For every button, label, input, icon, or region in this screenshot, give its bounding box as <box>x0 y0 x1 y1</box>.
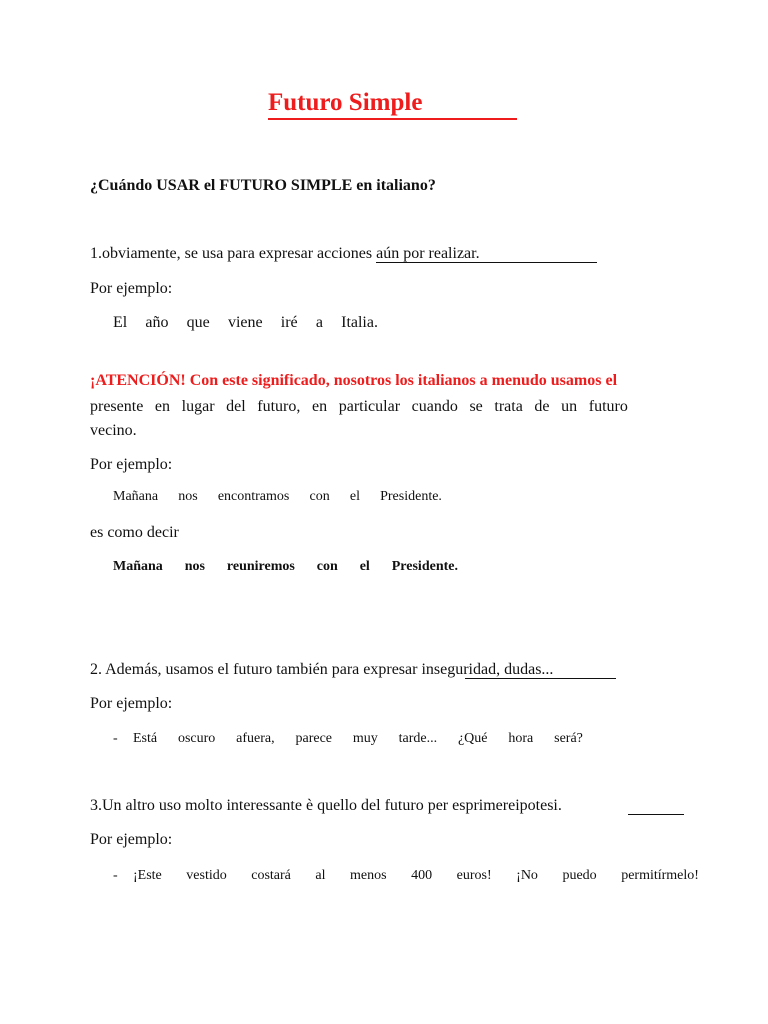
example-word: Mañana <box>113 559 163 574</box>
section2-text: 2. Además, usamos el futuro también para expresar inseguridad, dudas... <box>90 661 554 678</box>
example-word: puedo <box>562 868 597 883</box>
example-word: el <box>349 489 360 504</box>
example-word: menos <box>350 868 387 883</box>
example-word: hora <box>508 731 534 746</box>
example-word: tarde... <box>398 731 438 746</box>
example-word: oscuro <box>177 731 216 746</box>
example-word: Presidente. <box>391 559 458 574</box>
example-word: Italia. <box>341 314 378 331</box>
example-word: parece <box>295 731 333 746</box>
attention-word: futuro, <box>257 398 301 415</box>
section2-underline <box>465 678 616 679</box>
attention-line-3: vecino. <box>90 422 137 439</box>
attention-word: trata <box>494 398 523 415</box>
section3-bullet: - <box>113 868 118 883</box>
example-word: con <box>309 489 330 504</box>
example-word: el <box>359 559 370 574</box>
attention-word: en <box>312 398 328 415</box>
attention-word: particular <box>338 398 401 415</box>
example-word: encontramos <box>217 489 290 504</box>
attention-word: de <box>534 398 550 415</box>
attention-word: lugar <box>181 398 215 415</box>
attention-bold-example <box>113 557 458 577</box>
example-word: El <box>113 314 128 331</box>
example-word: iré <box>280 314 298 331</box>
attention-example-label: Por ejemplo: <box>90 456 173 473</box>
example-word: 400 <box>411 868 433 883</box>
example-word: con <box>316 559 338 574</box>
attention-word: cuando <box>411 398 458 415</box>
example-word: será? <box>554 731 583 746</box>
example-word: a <box>315 314 323 331</box>
section1-example <box>113 313 378 333</box>
example-word: al <box>315 868 326 883</box>
section1-example-label: Por ejemplo: <box>90 280 173 297</box>
section2-example-label: Por ejemplo: <box>90 695 173 712</box>
example-word: vestido <box>186 868 227 883</box>
attention-word: se <box>469 398 483 415</box>
example-word: permitírmelo! <box>621 868 699 883</box>
example-word: reuniremos <box>226 559 295 574</box>
attention-word: presente <box>90 398 144 415</box>
section2-bullet: - <box>113 731 118 746</box>
example-word: nos <box>184 559 205 574</box>
example-word: costará <box>251 868 291 883</box>
section3-example <box>133 866 699 886</box>
example-word: euros! <box>456 868 492 883</box>
example-word: año <box>145 314 169 331</box>
section2-example <box>133 729 583 749</box>
example-word: ¡Este <box>133 868 162 883</box>
section3-text: 3.Un altro uso molto interessante è quello del futuro per esprimereipotesi. <box>90 797 562 814</box>
attention-word: en <box>154 398 171 415</box>
example-word: afuera, <box>236 731 275 746</box>
example-word: ¿Qué <box>457 731 488 746</box>
attention-word: un <box>561 398 578 415</box>
attention-example <box>113 487 442 507</box>
section3-example-label: Por ejemplo: <box>90 831 173 848</box>
section1-text: 1.obviamente, se usa para expresar acciones aún por realizar. <box>90 245 480 262</box>
example-word: Presidente. <box>380 489 442 504</box>
example-word: Está <box>133 731 158 746</box>
example-word: nos <box>178 489 198 504</box>
section-question: ¿Cuándo USAR el FUTURO SIMPLE en italiano? <box>90 177 436 194</box>
example-word: ¡No <box>516 868 538 883</box>
section1-underline <box>376 262 597 263</box>
example-word: muy <box>352 731 378 746</box>
attention-bridge: es como decir <box>90 524 179 541</box>
attention-word: del <box>226 398 246 415</box>
example-word: viene <box>227 314 263 331</box>
attention-word: futuro <box>588 398 628 415</box>
example-word: Mañana <box>113 489 159 504</box>
section3-underline <box>628 814 684 815</box>
page-title: Futuro Simple <box>268 88 517 120</box>
example-word: que <box>186 314 210 331</box>
attention-line-1: ¡ATENCIÓN! Con este significado, nosotros los italianos a menudo usamos el <box>90 372 618 389</box>
attention-line-2 <box>90 397 628 417</box>
